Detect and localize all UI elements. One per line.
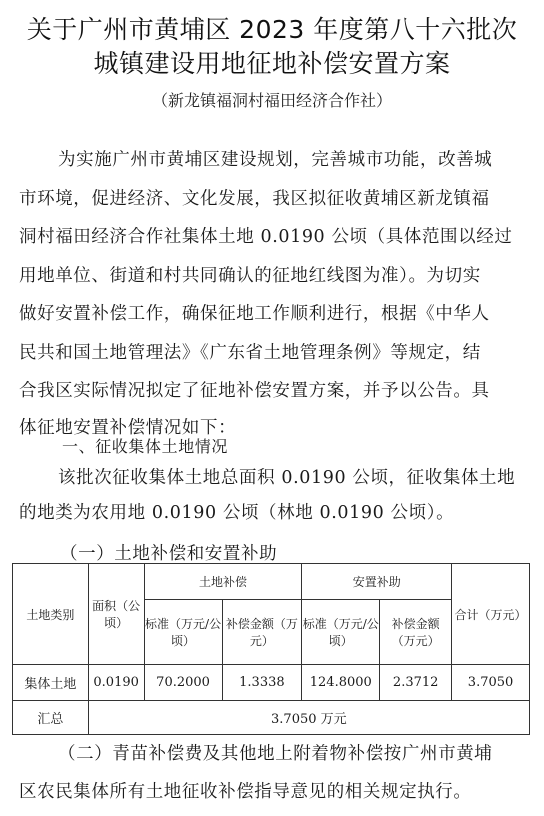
intro-line: 民共和国土地管理法》《广东省土地管理条例》等规定，结 — [19, 343, 481, 363]
compensation-table — [12, 563, 530, 735]
intro-line: 体征地安置补偿情况如下： — [19, 418, 237, 438]
header-resettlement-subsidy: 安置补助 — [302, 564, 452, 600]
cell-area: 0.0190 — [88, 665, 144, 701]
cell-land-type: 集体土地 — [13, 665, 89, 701]
header-land-compensation: 土地补偿 — [144, 564, 302, 600]
header-land-standard: 标准（万元/公顷） — [144, 600, 222, 665]
cell-total: 3.7050 — [452, 665, 530, 701]
document-subtitle: （新龙镇福洞村福田经济合作社） — [151, 91, 392, 110]
cell-land-standard: 70.2000 — [144, 665, 222, 701]
header-land-amount: 补偿金额（万元） — [222, 600, 302, 665]
cell-resettle-amount: 2.3712 — [380, 665, 452, 701]
header-resettle-amount: 补偿金额（万元） — [380, 600, 452, 665]
section-1-line: 的地类为农用地 0.0190 公顷（林地 0.0190 公顷）。 — [19, 503, 455, 523]
cell-land-amount: 1.3338 — [222, 665, 302, 701]
intro-line: 为实施广州市黄埔区建设规划，完善城市功能，改善城 — [58, 150, 493, 170]
summary-value: 3.7050 万元 — [88, 701, 529, 735]
document-title-line-2: 城镇建设用地征地补偿安置方案 — [93, 49, 451, 78]
header-total: 合计（万元） — [452, 564, 530, 665]
subsection-2-line: 区农民集体所有土地征收补偿指导意见的相关规定执行。 — [19, 782, 472, 802]
intro-line: 做好安置补偿工作，确保征地工作顺利进行，根据《中华人 — [19, 304, 490, 324]
section-1-heading: 一、征收集体土地情况 — [62, 437, 229, 456]
header-resettle-standard: 标准（万元/公顷） — [302, 600, 380, 665]
intro-line: 洞村福田经济合作社集体土地 0.0190 公顷（具体范围以经过 — [19, 227, 513, 247]
summary-label: 汇总 — [13, 701, 89, 735]
document-title-line-1: 关于广州市黄埔区 2023 年度第八十六批次 — [26, 15, 518, 44]
header-area: 面积（公顷） — [88, 564, 144, 665]
subsection-1-heading: （一）土地补偿和安置补助 — [60, 544, 278, 564]
intro-line: 市环境，促进经济、文化发展，我区拟征收黄埔区新龙镇福 — [19, 189, 490, 209]
cell-resettle-standard: 124.8000 — [302, 665, 380, 701]
intro-line: 合我区实际情况拟定了征地补偿安置方案，并予以公告。具 — [19, 381, 490, 401]
subsection-2-line: （二）青苗补偿费及其他地上附着物补偿按广州市黄埔 — [58, 744, 493, 764]
section-1-line: 该批次征收集体土地总面积 0.0190 公顷，征收集体土地 — [58, 468, 516, 488]
intro-line: 用地单位、街道和村共同确认的征地红线图为准）。为切实 — [19, 266, 481, 286]
header-land-type: 土地类别 — [13, 564, 89, 665]
